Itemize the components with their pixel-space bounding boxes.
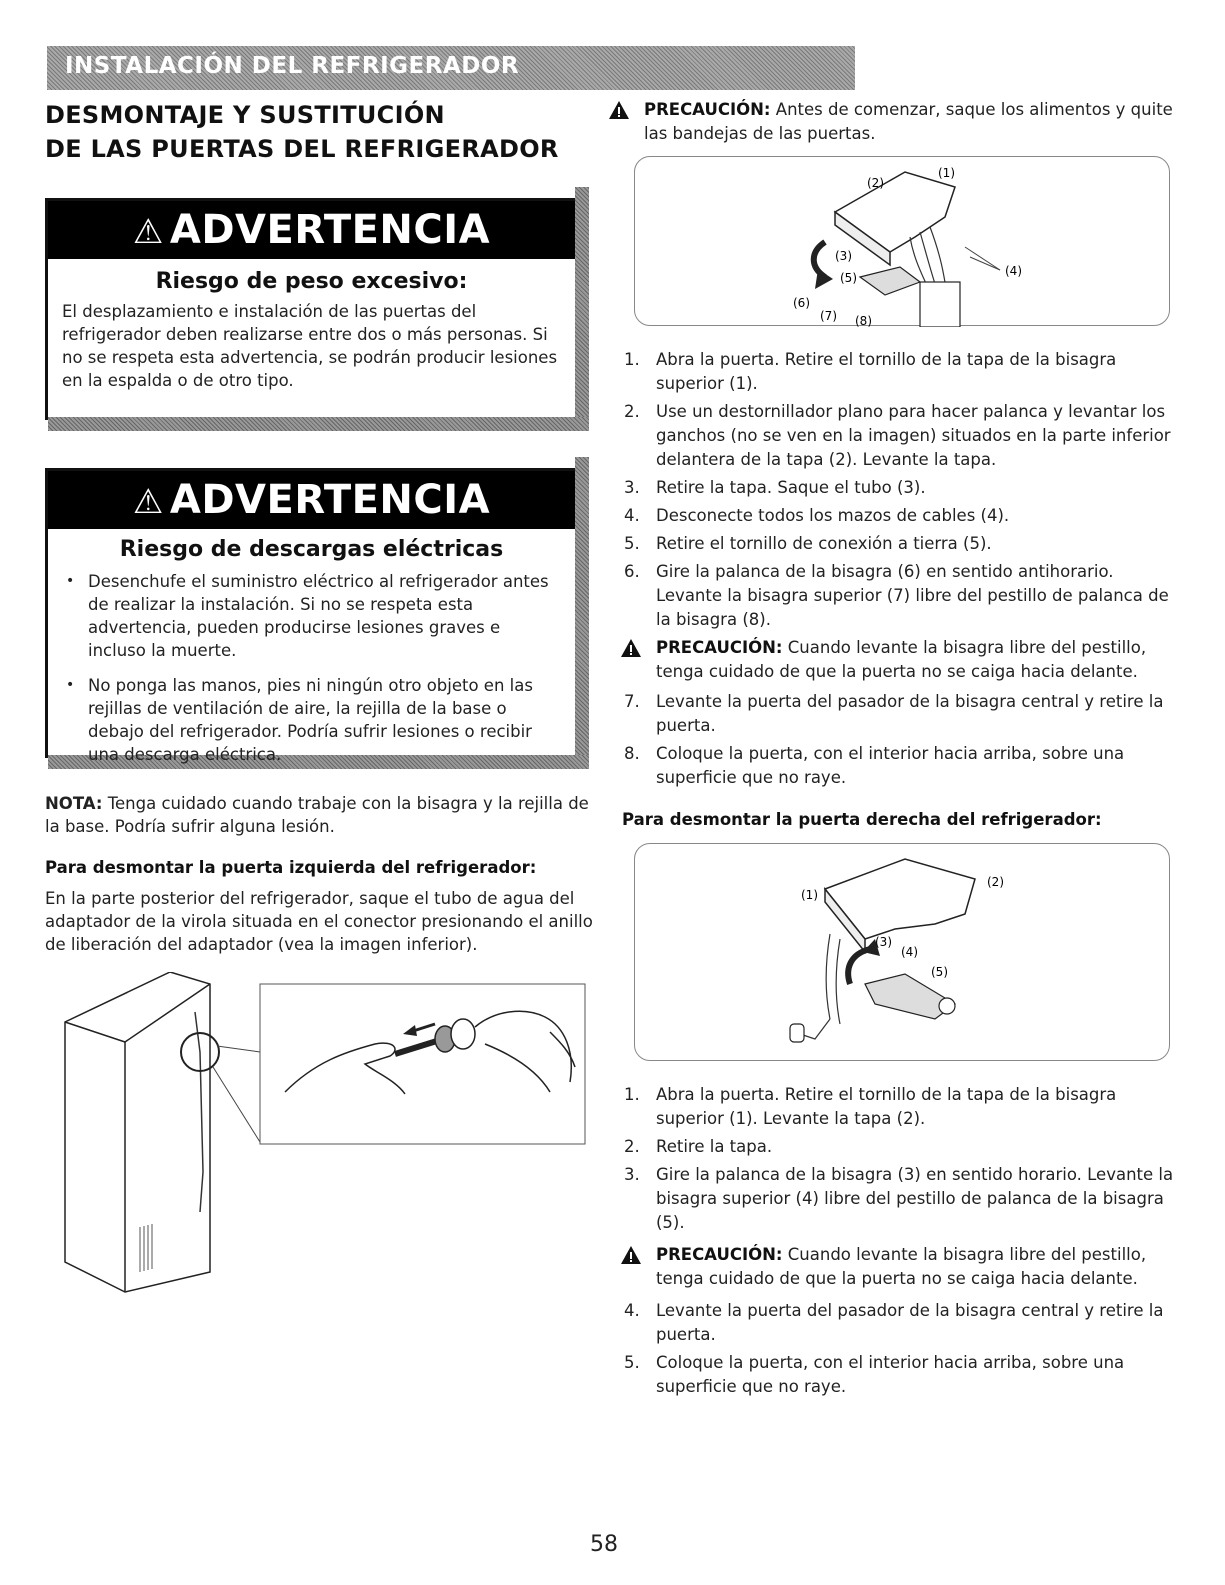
- warning-bullet-list: [48, 562, 575, 792]
- steps-left-door: [600, 348, 1180, 632]
- hinge-diagram: [635, 157, 1171, 327]
- fig-label: (1): [801, 888, 818, 902]
- step-item: 3. Retire la tapa. Saque el tubo (3).: [624, 478, 926, 497]
- fig-label: (3): [835, 249, 852, 263]
- fig-label: (3): [875, 935, 892, 949]
- warning-bullet: • No ponga las manos, pies ni ningún otro objeto en las rejillas de ventilación de aire, la rejilla de la base o debajo del refrigerador. Podría sufrir lesiones o recibir una descarga eléctrica.: [62, 674, 561, 766]
- left-door-heading: Para desmontar la puerta izquierda del refrigerador:: [45, 858, 537, 877]
- fig-label: (7): [820, 309, 837, 323]
- warning-bullet: • Desenchufe el suministro eléctrico al refrigerador antes de realizar la instalación. Si no se respeta esta advertencia, pueden producirse lesiones graves e incluso la muerte.: [62, 570, 561, 662]
- fig-label: (2): [867, 176, 884, 190]
- fig-label: (1): [938, 166, 955, 180]
- box-shadow: [48, 417, 589, 431]
- steps-left-door-continued: [600, 690, 1180, 790]
- fig-label: (5): [931, 965, 948, 979]
- note-text: Tenga cuidado cuando trabaje con la bisagra y la rejilla de la base. Podría sufrir alguna lesión.: [45, 794, 589, 836]
- step-item: 6. Gire la palanca de la bisagra (6) en sentido antihorario. Levante la bisagra superior (7) libre del pestillo de palanca de la bisagra (8).: [624, 562, 1169, 629]
- step-item: 5. Retire el tornillo de conexión a tierra (5).: [624, 534, 992, 553]
- warning-heading: ⚠ ADVERTENCIA: [48, 471, 575, 529]
- caution-text: Antes de comenzar, saque los alimentos y quite las bandejas de las puertas.: [644, 100, 1173, 143]
- fig-label: (4): [1005, 264, 1022, 278]
- warning-text: El desplazamiento e instalación de las puertas del refrigerador deben realizarse entre dos o más personas. Si no se respeta esta advertencia, se podrán producir lesiones en la espalda o de otro tipo.: [62, 302, 558, 390]
- note-label: NOTA:: [45, 794, 103, 813]
- fig-label: (5): [840, 271, 857, 285]
- step-item: 5. Coloque la puerta, con el interior hacia arriba, sobre una superficie que no raye.: [624, 1353, 1125, 1396]
- steps-right-door: [600, 1083, 1180, 1235]
- warning-triangle-icon: ⚠: [132, 212, 164, 252]
- caution-note: [600, 636, 1180, 684]
- warning-box-electric: [45, 468, 578, 764]
- fig-label: (2): [987, 875, 1004, 889]
- hinge-diagram: [635, 844, 1171, 1062]
- page-title-line2: DE LAS PUERTAS DEL REFRIGERADOR: [45, 135, 559, 163]
- page-number: 58: [590, 1532, 618, 1557]
- steps-right-door-continued: [600, 1299, 1180, 1399]
- warning-box-weight: [45, 198, 578, 420]
- refrigerator-back-illustration: [45, 972, 600, 1302]
- warning-triangle-icon: ⚠: [132, 482, 164, 522]
- warning-subtitle: Riesgo de peso excesivo:: [155, 269, 468, 294]
- caution-text: Cuando levante la bisagra libre del pestillo, tenga cuidado de que la puerta no se caiga hacia delante.: [656, 638, 1147, 681]
- caution-label: PRECAUCIÓN:: [656, 638, 783, 657]
- note-paragraph: [45, 792, 600, 838]
- right-column: [600, 98, 1180, 1403]
- left-door-text: En la parte posterior del refrigerador, saque el tubo de agua del adaptador de la virola situada en el conector presionando el anillo de liberación del adaptador (vea la imagen inferior).: [45, 889, 593, 954]
- hinge-figure-left-door: [634, 156, 1170, 326]
- fig-label: (8): [855, 314, 872, 327]
- page-title-line1: DESMONTAJE Y SUSTITUCIÓN: [45, 101, 445, 129]
- caution-label: PRECAUCIÓN:: [644, 100, 771, 119]
- fig-label: (6): [793, 296, 810, 310]
- step-item: 4. Desconecte todos los mazos de cables (4).: [624, 506, 1010, 525]
- step-item: 4. Levante la puerta del pasador de la bisagra central y retire la puerta.: [624, 1301, 1164, 1344]
- step-item: 8. Coloque la puerta, con el interior hacia arriba, sobre una superficie que no raye.: [624, 744, 1125, 787]
- section-header-title: INSTALACIÓN DEL REFRIGERADOR: [65, 53, 520, 79]
- box-shadow: [575, 187, 589, 417]
- box-shadow: [575, 457, 589, 755]
- caution-label: PRECAUCIÓN:: [656, 1245, 783, 1264]
- warning-heading: ⚠ ADVERTENCIA: [48, 201, 575, 259]
- right-door-heading: Para desmontar la puerta derecha del refrigerador:: [622, 810, 1102, 829]
- caution-triangle-icon: [608, 100, 630, 120]
- step-item: 1. Abra la puerta. Retire el tornillo de la tapa de la bisagra superior (1).: [624, 350, 1117, 393]
- step-item: 2. Use un destornillador plano para hacer palanca y levantar los ganchos (no se ven en la imagen) situados en la parte inferior delantera de la tapa (2). Levante la tapa.: [624, 402, 1171, 469]
- warning-subtitle: Riesgo de descargas eléctricas: [119, 537, 504, 562]
- left-column: [45, 98, 600, 1302]
- caution-note: [600, 98, 1180, 146]
- hinge-figure-right-door: [634, 843, 1170, 1061]
- caution-note: [600, 1243, 1180, 1291]
- step-item: 1. Abra la puerta. Retire el tornillo de la tapa de la bisagra superior (1). Levante la tapa (2).: [624, 1085, 1117, 1128]
- caution-triangle-icon: [620, 638, 642, 658]
- step-item: 7. Levante la puerta del pasador de la bisagra central y retire la puerta.: [624, 692, 1164, 735]
- step-item: 2. Retire la tapa.: [624, 1137, 773, 1156]
- caution-text: Cuando levante la bisagra libre del pestillo, tenga cuidado de que la puerta no se caiga hacia delante.: [656, 1245, 1147, 1288]
- caution-triangle-icon: [620, 1245, 642, 1265]
- step-item: 3. Gire la palanca de la bisagra (3) en sentido horario. Levante la bisagra superior (4) libre del pestillo de palanca de la bisagra (5).: [624, 1165, 1174, 1232]
- fig-label: (4): [901, 945, 918, 959]
- section-header-bar: [47, 46, 855, 90]
